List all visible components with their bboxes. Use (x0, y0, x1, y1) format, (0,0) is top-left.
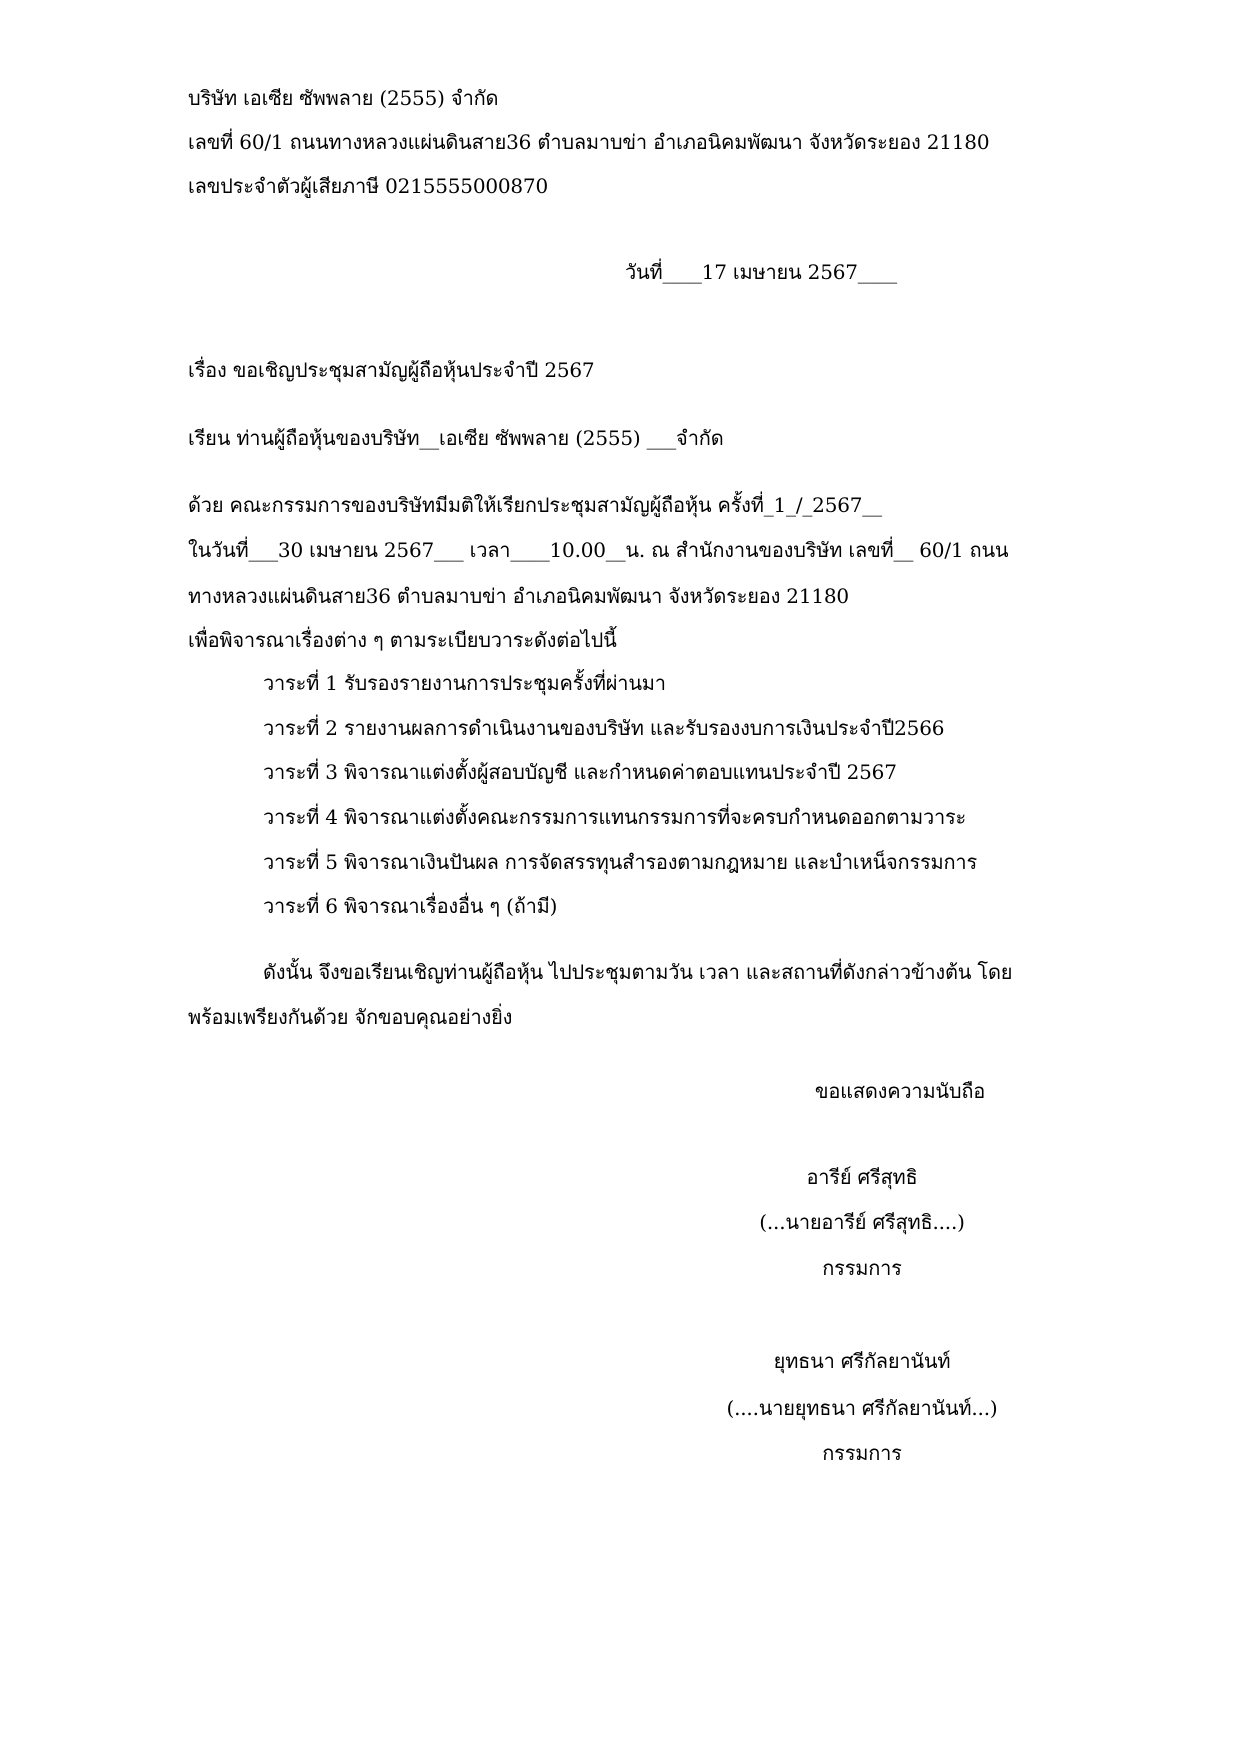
letter-addressee: เรียน ท่านผู้ถือหุ้นของบริษัท__เอเซีย ซัพพลาย (2555) ___จำกัด (188, 426, 724, 450)
signature: ยุทธนา ศรีกัลยานันท์ (773, 1349, 951, 1373)
body-line: ทางหลวงแผ่นดินสาย36 ตำบลมาบข่า อำเภอนิคมพัฒนา จังหวัดระยอง 21180 (188, 584, 849, 608)
body-line: ด้วย คณะกรรมการของบริษัทมีมติให้เรียกประชุมสามัญผู้ถือหุ้น ครั้งที่_1_/_2567__ (188, 493, 882, 517)
company-address: เลขที่ 60/1 ถนนทางหลวงแผ่นดินสาย36 ตำบลมาบข่า อำเภอนิคมพัฒนา จังหวัดระยอง 21180 (188, 130, 990, 154)
signatory-title: กรรมการ (822, 1256, 902, 1280)
agenda-item: วาระที่ 1 รับรองรายงานการประชุมครั้งที่ผ่านมา (263, 671, 666, 695)
company-name: บริษัท เอเซีย ซัพพลาย (2555) จำกัด (188, 86, 499, 110)
closing-line: ดังนั้น จึงขอเรียนเชิญท่านผู้ถือหุ้น ไปประชุมตามวัน เวลา และสถานที่ดังกล่าวข้างต้น โดย (263, 960, 1013, 984)
body-line: ในวันที่___30 เมษายน 2567___ เวลา____10.00__น. ณ สำนักงานของบริษัท เลขที่__ 60/1 ถนน (188, 538, 1009, 562)
tax-id: เลขประจำตัวผู้เสียภาษี 0215555000870 (188, 174, 548, 198)
closing-line: พร้อมเพรียงกันด้วย จักขอบคุณอย่างยิ่ง (188, 1005, 513, 1029)
regards: ขอแสดงความนับถือ (814, 1079, 986, 1103)
letter-date: วันที่____17 เมษายน 2567____ (625, 260, 897, 284)
agenda-item: วาระที่ 2 รายงานผลการดำเนินงานของบริษัท และรับรองงบการเงินประจำปี2566 (263, 716, 945, 740)
agenda-item: วาระที่ 5 พิจารณาเงินปันผล การจัดสรรทุนสำรองตามกฎหมาย และบำเหน็จกรรมการ (263, 850, 977, 874)
agenda-item: วาระที่ 4 พิจารณาแต่งตั้งคณะกรรมการแทนกรรมการที่จะครบกำหนดออกตามวาระ (263, 805, 967, 829)
agenda-item: วาระที่ 6 พิจารณาเรื่องอื่น ๆ (ถ้ามี) (263, 894, 558, 918)
signature: อารีย์ ศรีสุทธิ (806, 1165, 918, 1189)
body-line: เพื่อพิจารณาเรื่องต่าง ๆ ตามระเบียบวาระดังต่อไปนี้ (188, 628, 617, 652)
signatory-full-name: (....นายยุทธนา ศรีกัลยานันท์...) (726, 1396, 998, 1420)
signatory-full-name: (...นายอารีย์ ศรีสุทธิ....) (759, 1210, 965, 1234)
signatory-title: กรรมการ (822, 1441, 902, 1465)
letter-subject: เรื่อง ขอเชิญประชุมสามัญผู้ถือหุ้นประจำปี 2567 (188, 358, 595, 382)
agenda-item: วาระที่ 3 พิจารณาแต่งตั้งผู้สอบบัญชี และกำหนดค่าตอบแทนประจำปี 2567 (263, 760, 897, 784)
